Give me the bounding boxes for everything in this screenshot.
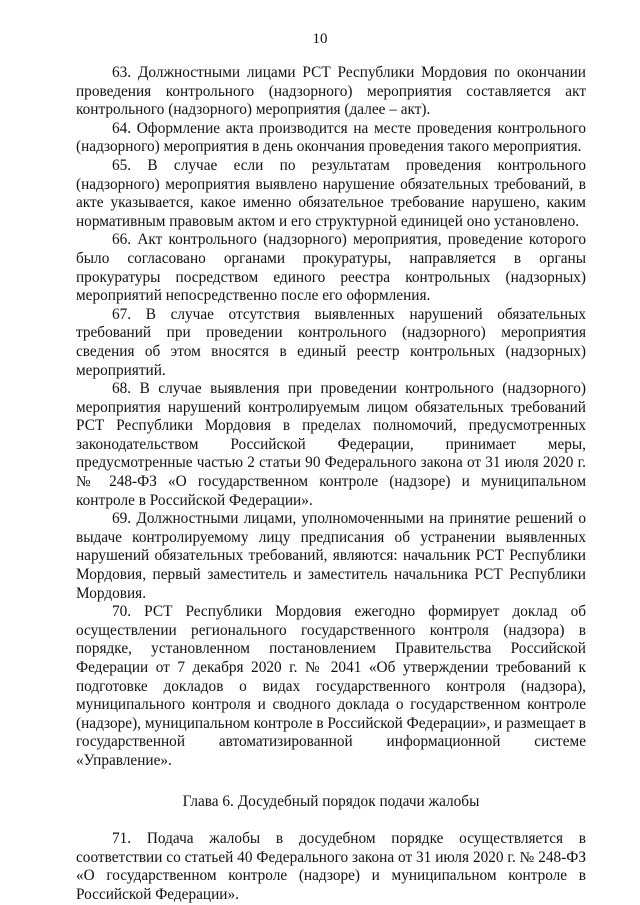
paragraph-71: 71. Подача жалобы в досудебном порядке осуществляется в соответствии со статьей 40 Федерального закона от 31 июля 2020 г. № 248-ФЗ «О государственном контроле (надзоре) и муниципальном контроле в Российской Федерации». — [76, 830, 586, 903]
paragraph-69: 69. Должностными лицами, уполномоченными на принятие решений о выдаче контролируемому лицу предписания об устранении выявленных нарушений обязательных требований, являются: начальник РСТ Республики Мордовия, первый заместитель и заместитель начальника РСТ Республики Мордовия. — [76, 510, 586, 602]
document-body — [76, 64, 586, 905]
page-number: 10 — [312, 31, 328, 47]
paragraph-63: 63. Должностными лицами РСТ Республики Мордовия по окончании проведения контрольного (надзорного) мероприятия составляется акт контрольного (надзорного) мероприятия (далее – акт). — [76, 64, 586, 119]
paragraph-65: 65. В случае если по результатам проведения контрольного (надзорного) мероприятия выявлено нарушение обязательных требований, в акте указывается, какое именно обязательное требование нарушено, каким нормативным правовым актом и его структурной единицей оно установлено. — [76, 156, 586, 230]
paragraph-67: 67. В случае отсутствия выявленных нарушений обязательных требований при проведении контрольного (надзорного) мероприятия сведения об этом вносятся в единый реестр контрольных (надзорных) мероприятий. — [76, 305, 586, 379]
paragraph-70: 70. РСТ Республики Мордовия ежегодно формирует доклад об осуществлении регионального государственного контроля (надзора) в порядке, установленном постановлением Правительства Российской Федерации от 7 декабря 2020 г. № 2041 «Об утверждении требований к подготовке докладов о видах государственного контроля (надзора), муниципального контроля и сводного доклада о государственном контроле (надзоре), муниципальном контроле в Российской Федерации», и размещает в государственной автоматизированной информационной системе «Управление». — [76, 603, 586, 769]
chapter-heading: Глава 6. Досудебный порядок подачи жалобы — [182, 792, 480, 810]
paragraph-64: 64. Оформление акта производится на месте проведения контрольного (надзорного) мероприятия в день окончания проведения такого мероприятия. — [76, 119, 586, 156]
paragraph-68: 68. В случае выявления при проведении контрольного (надзорного) мероприятия нарушений контролируемым лицом обязательных требований РСТ Республики Мордовия в пределах полномочий, предусмотренных законодательством Российской Федерации, принимает меры, предусмотренные частью 2 статьи 90 Федерального закона от 31 июля 2020 г. № 248-ФЗ «О государственном контроле (надзоре) и муниципальном контроле в Российской Федерации». — [76, 380, 586, 509]
paragraph-66: 66. Акт контрольного (надзорного) мероприятия, проведение которого было согласовано органами прокуратуры, направляется в органы прокуратуры посредством единого реестра контрольных (надзорных) мероприятий непосредственно после его оформления. — [76, 231, 586, 305]
